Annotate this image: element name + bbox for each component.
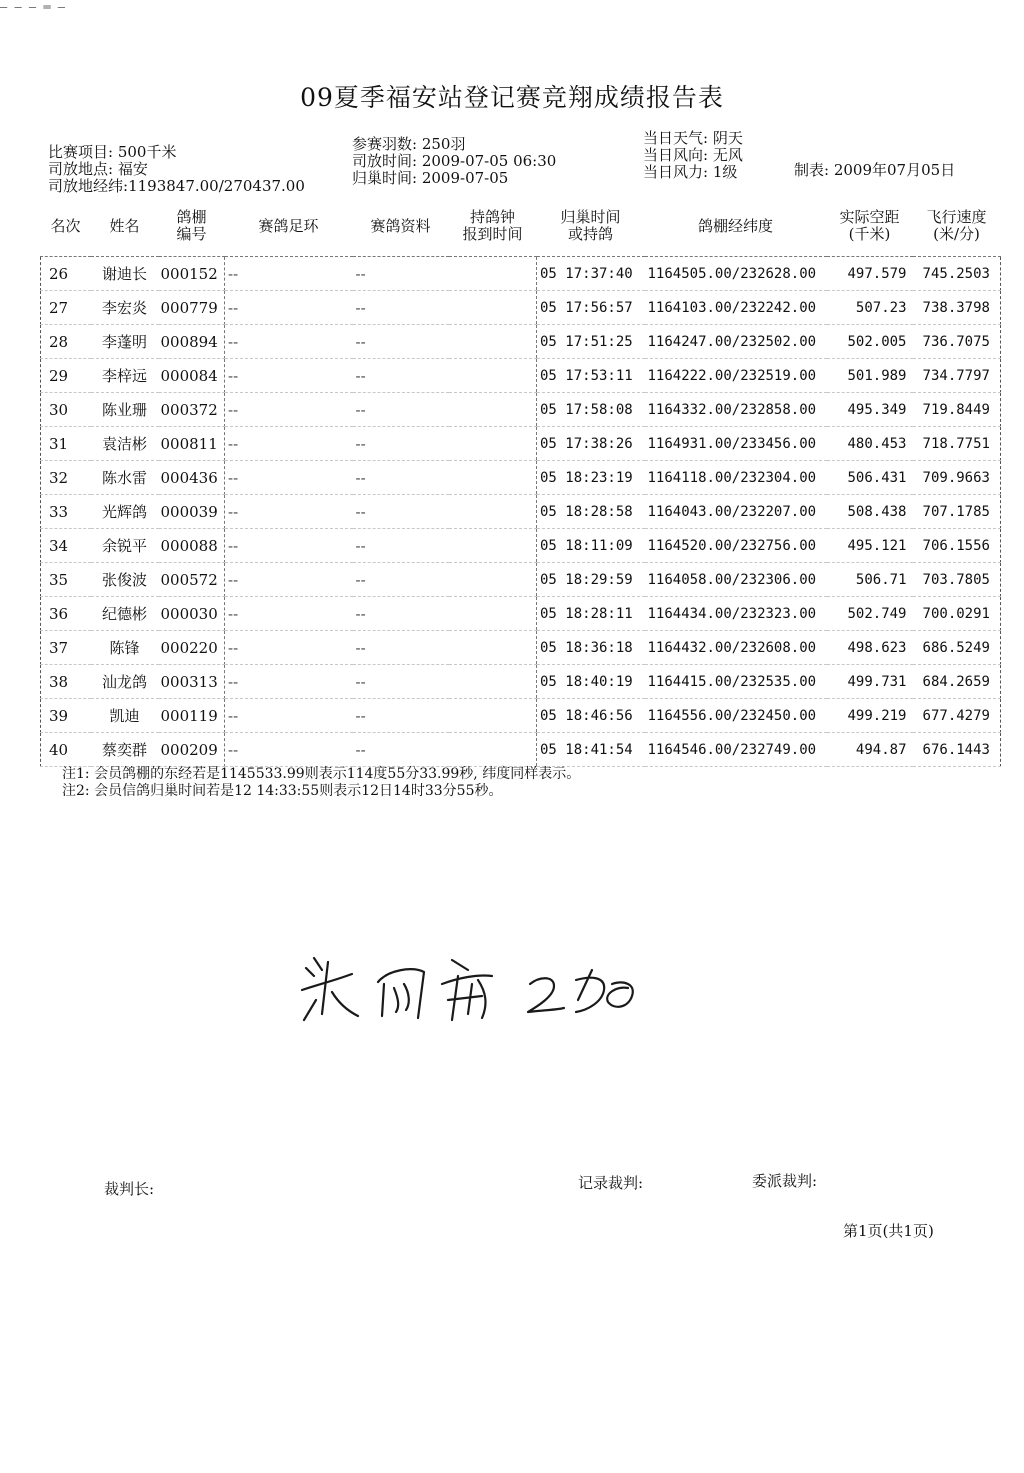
return-time-cell: 05 17:51:25 [537, 325, 645, 359]
loft-number-cell: 000436 [159, 461, 225, 495]
return-time-cell: 05 17:53:11 [537, 359, 645, 393]
release-coords-label: 司放地经纬: [48, 177, 129, 195]
return-time-cell: 05 18:40:19 [537, 665, 645, 699]
speed-cell: 703.7805 [913, 563, 1001, 597]
pigeon-info-cell: -- [353, 427, 449, 461]
assigned-referee-label: 委派裁判: [752, 1172, 818, 1190]
rank-cell: 38 [41, 665, 91, 699]
return-time-value: 2009-07-05 [421, 169, 509, 187]
rank-cell: 34 [41, 529, 91, 563]
rank-cell: 40 [41, 733, 91, 767]
chief-referee-label: 裁判长: [104, 1180, 155, 1198]
distance-cell: 495.349 [827, 393, 913, 427]
rank-cell: 29 [41, 359, 91, 393]
ring-cell: -- [225, 291, 353, 325]
pigeon-info-cell: -- [353, 359, 449, 393]
clock-time-cell [449, 325, 537, 359]
clock-time-cell [449, 257, 537, 291]
rank-cell: 37 [41, 631, 91, 665]
speed-cell: 736.7075 [913, 325, 1001, 359]
speed-cell: 706.1556 [913, 529, 1001, 563]
loft-number-cell: 000039 [159, 495, 225, 529]
speed-cell: 745.2503 [913, 257, 1001, 291]
distance-cell: 480.453 [827, 427, 913, 461]
header-speed-line2: (米/分) [933, 225, 980, 243]
wind-force-value: 1级 [712, 163, 738, 181]
note-1: 注1: 会员鸽棚的东经若是1145533.99则表示114度55分33.99秒, 纬度同样表示。 [62, 766, 581, 782]
speed-cell: 719.8449 [913, 393, 1001, 427]
loft-coords-cell: 1164432.00/232608.00 [645, 631, 827, 665]
header-distance-line1: 实际空距 [839, 208, 900, 226]
rank-cell: 35 [41, 563, 91, 597]
return-time-cell: 05 18:11:09 [537, 529, 645, 563]
table-row [41, 597, 1001, 631]
clock-time-cell [449, 291, 537, 325]
ring-cell: -- [225, 563, 353, 597]
clock-time-cell [449, 529, 537, 563]
prepared-date [794, 162, 955, 179]
loft-coords-cell: 1164415.00/232535.00 [645, 665, 827, 699]
distance-cell: 498.623 [827, 631, 913, 665]
name-cell: 余锐平 [91, 529, 159, 563]
pigeon-info-cell: -- [353, 529, 449, 563]
pigeon-info-cell: -- [353, 631, 449, 665]
distance-cell: 495.121 [827, 529, 913, 563]
clock-time-cell [449, 495, 537, 529]
distance-cell: 497.579 [827, 257, 913, 291]
return-time-cell: 05 18:41:54 [537, 733, 645, 767]
rank-cell: 28 [41, 325, 91, 359]
pigeon-info-cell: -- [353, 257, 449, 291]
clock-time-cell [449, 665, 537, 699]
rank-cell: 26 [41, 257, 91, 291]
header-speed-line1: 飞行速度 [926, 208, 987, 226]
return-time-cell: 05 17:58:08 [537, 393, 645, 427]
rank-cell: 33 [41, 495, 91, 529]
name-cell: 李梓远 [91, 359, 159, 393]
name-cell: 陈业珊 [91, 393, 159, 427]
release-time-row [352, 153, 556, 170]
speed-cell: 676.1443 [913, 733, 1001, 767]
rank-cell: 27 [41, 291, 91, 325]
ring-cell: -- [225, 427, 353, 461]
header-clock [449, 196, 537, 257]
scan-mark: — — — ═ — [0, 0, 66, 14]
pigeon-info-cell: -- [353, 665, 449, 699]
clock-time-cell [449, 393, 537, 427]
loft-coords-cell: 1164222.00/232519.00 [645, 359, 827, 393]
table-row [41, 495, 1001, 529]
speed-cell: 684.2659 [913, 665, 1001, 699]
distance-cell: 506.71 [827, 563, 913, 597]
header-ring: 赛鸽足环 [225, 196, 353, 257]
table-row [41, 393, 1001, 427]
table-row [41, 359, 1001, 393]
pigeon-info-cell: -- [353, 495, 449, 529]
release-site-value: 福安 [117, 160, 148, 178]
header-loft-line2: 编号 [176, 225, 207, 243]
ring-cell: -- [225, 393, 353, 427]
table-row [41, 733, 1001, 767]
loft-number-cell: 000372 [159, 393, 225, 427]
table-row [41, 257, 1001, 291]
release-time-label: 司放时间: [352, 152, 418, 170]
table-row [41, 631, 1001, 665]
rank-cell: 30 [41, 393, 91, 427]
speed-cell: 738.3798 [913, 291, 1001, 325]
return-time-cell: 05 18:28:58 [537, 495, 645, 529]
return-time-cell: 05 18:36:18 [537, 631, 645, 665]
return-time-cell: 05 17:38:26 [537, 427, 645, 461]
notes [62, 766, 580, 800]
loft-number-cell: 000894 [159, 325, 225, 359]
release-site-label: 司放地点: [48, 160, 114, 178]
return-time-label: 归巢时间: [352, 169, 418, 187]
entries-label: 参赛羽数: [352, 135, 418, 153]
loft-coords-cell: 1164103.00/232242.00 [645, 291, 827, 325]
release-site-row [48, 161, 305, 178]
clock-time-cell [449, 359, 537, 393]
header-info: 赛鸽资料 [353, 196, 449, 257]
event-row [48, 144, 305, 161]
header-distance-line2: (千米) [848, 225, 891, 243]
pigeon-info-cell: -- [353, 563, 449, 597]
race-info-left [48, 144, 305, 195]
name-cell: 光辉鸽 [91, 495, 159, 529]
loft-coords-cell: 1164931.00/233456.00 [645, 427, 827, 461]
distance-cell: 499.731 [827, 665, 913, 699]
clock-time-cell [449, 563, 537, 597]
speed-cell: 709.9663 [913, 461, 1001, 495]
wind-dir-row [643, 147, 743, 164]
pigeon-info-cell: -- [353, 699, 449, 733]
loft-coords-cell: 1164118.00/232304.00 [645, 461, 827, 495]
name-cell: 陈水雷 [91, 461, 159, 495]
release-time-value: 2009-07-05 06:30 [421, 152, 557, 170]
table-row [41, 325, 1001, 359]
loft-number-cell: 000313 [159, 665, 225, 699]
rank-cell: 36 [41, 597, 91, 631]
distance-cell: 502.749 [827, 597, 913, 631]
weather-label: 当日天气: [643, 129, 709, 147]
loft-coords-cell: 1164434.00/232323.00 [645, 597, 827, 631]
name-cell: 张俊波 [91, 563, 159, 597]
event-value: 500千米 [117, 143, 177, 161]
distance-cell: 508.438 [827, 495, 913, 529]
weather-row [643, 130, 743, 147]
loft-coords-cell: 1164546.00/232749.00 [645, 733, 827, 767]
distance-cell: 507.23 [827, 291, 913, 325]
pigeon-info-cell: -- [353, 733, 449, 767]
loft-coords-cell: 1164247.00/232502.00 [645, 325, 827, 359]
header-clock-line2: 报到时间 [462, 225, 523, 243]
report-title: 09夏季福安站登记赛竞翔成绩报告表 [300, 83, 724, 112]
return-time-cell: 05 17:56:57 [537, 291, 645, 325]
ring-cell: -- [225, 665, 353, 699]
name-cell: 李蓬明 [91, 325, 159, 359]
distance-cell: 502.005 [827, 325, 913, 359]
clock-time-cell [449, 427, 537, 461]
race-info-middle [352, 136, 556, 187]
loft-number-cell: 000209 [159, 733, 225, 767]
pigeon-info-cell: -- [353, 325, 449, 359]
name-cell: 凯迪 [91, 699, 159, 733]
table-row [41, 529, 1001, 563]
release-coords-value: 1193847.00/270437.00 [128, 177, 305, 195]
ring-cell: -- [225, 733, 353, 767]
weather-value: 阴天 [712, 129, 743, 147]
clock-time-cell [449, 461, 537, 495]
pigeon-info-cell: -- [353, 393, 449, 427]
header-time-line2: 或持鸽 [567, 225, 613, 243]
header-time-line1: 归巢时间 [560, 208, 621, 226]
results-body [41, 257, 1001, 767]
distance-cell: 506.431 [827, 461, 913, 495]
loft-number-cell: 000572 [159, 563, 225, 597]
loft-number-cell: 000030 [159, 597, 225, 631]
wind-dir-label: 当日风向: [643, 146, 709, 164]
return-time-cell: 05 18:28:11 [537, 597, 645, 631]
clock-time-cell [449, 631, 537, 665]
loft-coords-cell: 1164043.00/232207.00 [645, 495, 827, 529]
name-cell: 纪德彬 [91, 597, 159, 631]
name-cell: 陈锋 [91, 631, 159, 665]
header-loft [159, 196, 225, 257]
wind-dir-value: 无风 [712, 146, 743, 164]
speed-cell: 734.7797 [913, 359, 1001, 393]
loft-number-cell: 000811 [159, 427, 225, 461]
distance-cell: 501.989 [827, 359, 913, 393]
speed-cell: 686.5249 [913, 631, 1001, 665]
race-info-right [643, 130, 743, 181]
return-time-cell: 05 18:29:59 [537, 563, 645, 597]
loft-coords-cell: 1164058.00/232306.00 [645, 563, 827, 597]
ring-cell: -- [225, 699, 353, 733]
distance-cell: 499.219 [827, 699, 913, 733]
loft-number-cell: 000084 [159, 359, 225, 393]
loft-number-cell: 000088 [159, 529, 225, 563]
prepared-value: 2009年07月05日 [833, 161, 956, 179]
loft-number-cell: 000152 [159, 257, 225, 291]
return-time-row [352, 170, 556, 187]
wind-force-row [643, 164, 743, 181]
header-distance [827, 196, 913, 257]
ring-cell: -- [225, 597, 353, 631]
header-rank: 名次 [41, 196, 91, 257]
speed-cell: 677.4279 [913, 699, 1001, 733]
header-clock-line1: 持鸽钟 [469, 208, 515, 226]
return-time-cell: 05 18:46:56 [537, 699, 645, 733]
name-cell: 谢迪长 [91, 257, 159, 291]
ring-cell: -- [225, 359, 353, 393]
ring-cell: -- [225, 257, 353, 291]
clock-time-cell [449, 597, 537, 631]
distance-cell: 494.87 [827, 733, 913, 767]
pigeon-info-cell: -- [353, 597, 449, 631]
loft-coords-cell: 1164332.00/232858.00 [645, 393, 827, 427]
clock-time-cell [449, 699, 537, 733]
table-header-row [41, 196, 1001, 257]
page-number: 第1页(共1页) [843, 1222, 934, 1240]
loft-coords-cell: 1164505.00/232628.00 [645, 257, 827, 291]
ring-cell: -- [225, 461, 353, 495]
speed-cell: 718.7751 [913, 427, 1001, 461]
ring-cell: -- [225, 529, 353, 563]
rank-cell: 31 [41, 427, 91, 461]
table-row [41, 665, 1001, 699]
record-referee-label: 记录裁判: [578, 1174, 644, 1192]
return-time-cell: 05 18:23:19 [537, 461, 645, 495]
handwritten-signature [292, 940, 652, 1040]
clock-time-cell [449, 733, 537, 767]
wind-force-label: 当日风力: [643, 163, 709, 181]
speed-cell: 700.0291 [913, 597, 1001, 631]
release-coords-row [48, 178, 305, 195]
header-coords: 鸽棚经纬度 [645, 196, 827, 257]
header-name: 姓名 [91, 196, 159, 257]
note-2: 注2: 会员信鸽归巢时间若是12 14:33:55则表示12日14时33分55秒。 [62, 783, 503, 799]
loft-number-cell: 000779 [159, 291, 225, 325]
entries-row [352, 136, 556, 153]
ring-cell: -- [225, 495, 353, 529]
loft-number-cell: 000220 [159, 631, 225, 665]
name-cell: 袁洁彬 [91, 427, 159, 461]
results-table [40, 196, 1001, 767]
return-time-cell: 05 17:37:40 [537, 257, 645, 291]
name-cell: 李宏炎 [91, 291, 159, 325]
rank-cell: 32 [41, 461, 91, 495]
name-cell: 汕龙鸽 [91, 665, 159, 699]
ring-cell: -- [225, 631, 353, 665]
loft-coords-cell: 1164556.00/232450.00 [645, 699, 827, 733]
header-time [537, 196, 645, 257]
name-cell: 蔡奕群 [91, 733, 159, 767]
pigeon-info-cell: -- [353, 461, 449, 495]
table-row [41, 427, 1001, 461]
table-row [41, 291, 1001, 325]
speed-cell: 707.1785 [913, 495, 1001, 529]
table-row [41, 699, 1001, 733]
header-loft-line1: 鸽棚 [176, 208, 207, 226]
event-label: 比赛项目: [48, 143, 114, 161]
header-speed [913, 196, 1001, 257]
pigeon-info-cell: -- [353, 291, 449, 325]
prepared-label: 制表: [794, 161, 830, 179]
loft-number-cell: 000119 [159, 699, 225, 733]
entries-value: 250羽 [421, 135, 466, 153]
table-row [41, 563, 1001, 597]
loft-coords-cell: 1164520.00/232756.00 [645, 529, 827, 563]
rank-cell: 39 [41, 699, 91, 733]
ring-cell: -- [225, 325, 353, 359]
table-row [41, 461, 1001, 495]
